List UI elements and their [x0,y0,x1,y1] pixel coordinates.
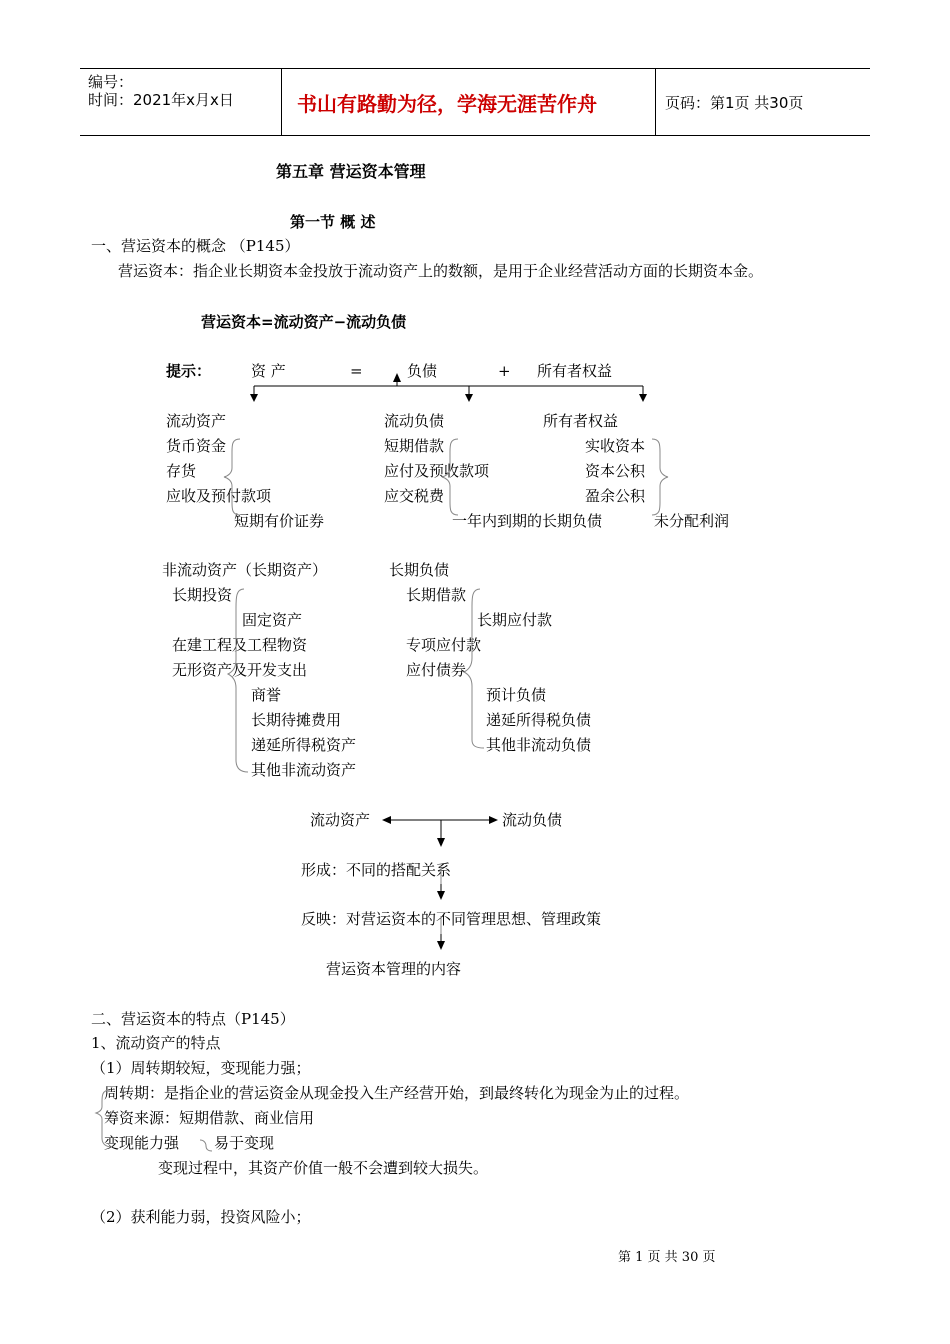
section-title: 第一节 概 述 [290,213,376,231]
ca-item: 货币资金 [166,437,227,455]
hint-liabilities: 负债 [407,362,438,380]
oe-item: 盈余公积 [585,487,646,505]
ll-item: 递延所得税负债 [486,711,592,729]
number-label: 编号： [88,73,134,91]
ca-title: 流动资产 [166,412,227,430]
nca-title: 非流动资产（长期资产） [162,561,328,579]
ca-item: 短期有价证券 [234,512,325,530]
hint-label: 提示： [166,362,212,380]
ll-item: 预计负债 [486,686,547,704]
time-label: 时间：2021年x月x日 [88,91,234,109]
easy-liquidation: 易于变现 [214,1134,275,1152]
nca-item: 商誉 [251,686,282,704]
chapter-title: 第五章 营运资本管理 [276,162,426,181]
flow-current-liabilities: 流动负债 [502,811,563,829]
flow-form: 形成：不同的搭配关系 [301,861,452,879]
page-label: 页码：第1页 共30页 [665,94,804,112]
oe-item: 资本公积 [585,462,646,480]
oe-item: 实收资本 [585,437,646,455]
hint-plus: + [498,362,511,380]
ll-item: 应付债券 [406,661,467,679]
ll-item: 长期应付款 [477,611,553,629]
turnover-definition: 周转期：是指企业的营运资金从现金投入生产经营开始，到最终转化为现金为止的过程。 [104,1084,690,1102]
liquidation-process: 变现过程中，其资产价值一般不会遭到较大损失。 [158,1159,489,1177]
page-footer: 第 1 页 共 30 页 [618,1250,716,1265]
ll-item: 专项应付款 [406,636,482,654]
ca-features: 1、流动资产的特点 [91,1034,221,1052]
oe-item: 未分配利润 [654,512,730,530]
feature-1: （1）周转期较短，变现能力强； [91,1059,311,1077]
ca-item: 应收及预付款项 [166,487,272,505]
motto: 书山有路勤为径，学海无涯苦作舟 [297,92,597,116]
hint-assets: 资 产 [251,362,286,380]
heading-features: 二、营运资本的特点（P145） [91,1010,295,1028]
ll-item: 其他非流动负债 [486,736,592,754]
ca-item: 存货 [166,462,197,480]
nca-item: 固定资产 [242,611,303,629]
cl-title: 流动负债 [384,412,445,430]
cl-item: 短期借款 [384,437,445,455]
cl-item: 一年内到期的长期负债 [452,512,603,530]
liquidity: 变现能力强 [104,1134,180,1152]
flow-reflect: 反映：对营运资本的不同管理思想、管理政策 [301,910,602,928]
nca-item: 长期待摊费用 [251,711,342,729]
hint-equity: 所有者权益 [537,362,613,380]
flow-current-assets: 流动资产 [310,811,371,829]
cl-item: 应交税费 [384,487,445,505]
nca-item: 其他非流动资产 [251,761,357,779]
nca-item: 递延所得税资产 [251,736,357,754]
ll-item: 长期借款 [406,586,467,604]
heading-concept: 一、营运资本的概念 （P145） [91,237,300,255]
nca-item: 在建工程及工程物资 [172,636,308,654]
feature-2: （2）获利能力弱，投资风险小； [91,1208,311,1226]
cl-item: 应付及预收款项 [384,462,490,480]
oe-title: 所有者权益 [543,412,619,430]
formula: 营运资本=流动资产−流动负债 [201,313,407,331]
ll-title: 长期负债 [389,561,450,579]
nca-item: 无形资产及开发支出 [172,661,308,679]
flow-content: 营运资本管理的内容 [326,960,462,978]
nca-item: 长期投资 [172,586,233,604]
concept-definition: 营运资本：指企业长期资本金投放于流动资产上的数额，是用于企业经营活动方面的长期资本金。 [118,262,764,280]
funding-sources: 筹资来源：短期借款、商业信用 [104,1109,315,1127]
hint-equals: = [350,362,363,380]
